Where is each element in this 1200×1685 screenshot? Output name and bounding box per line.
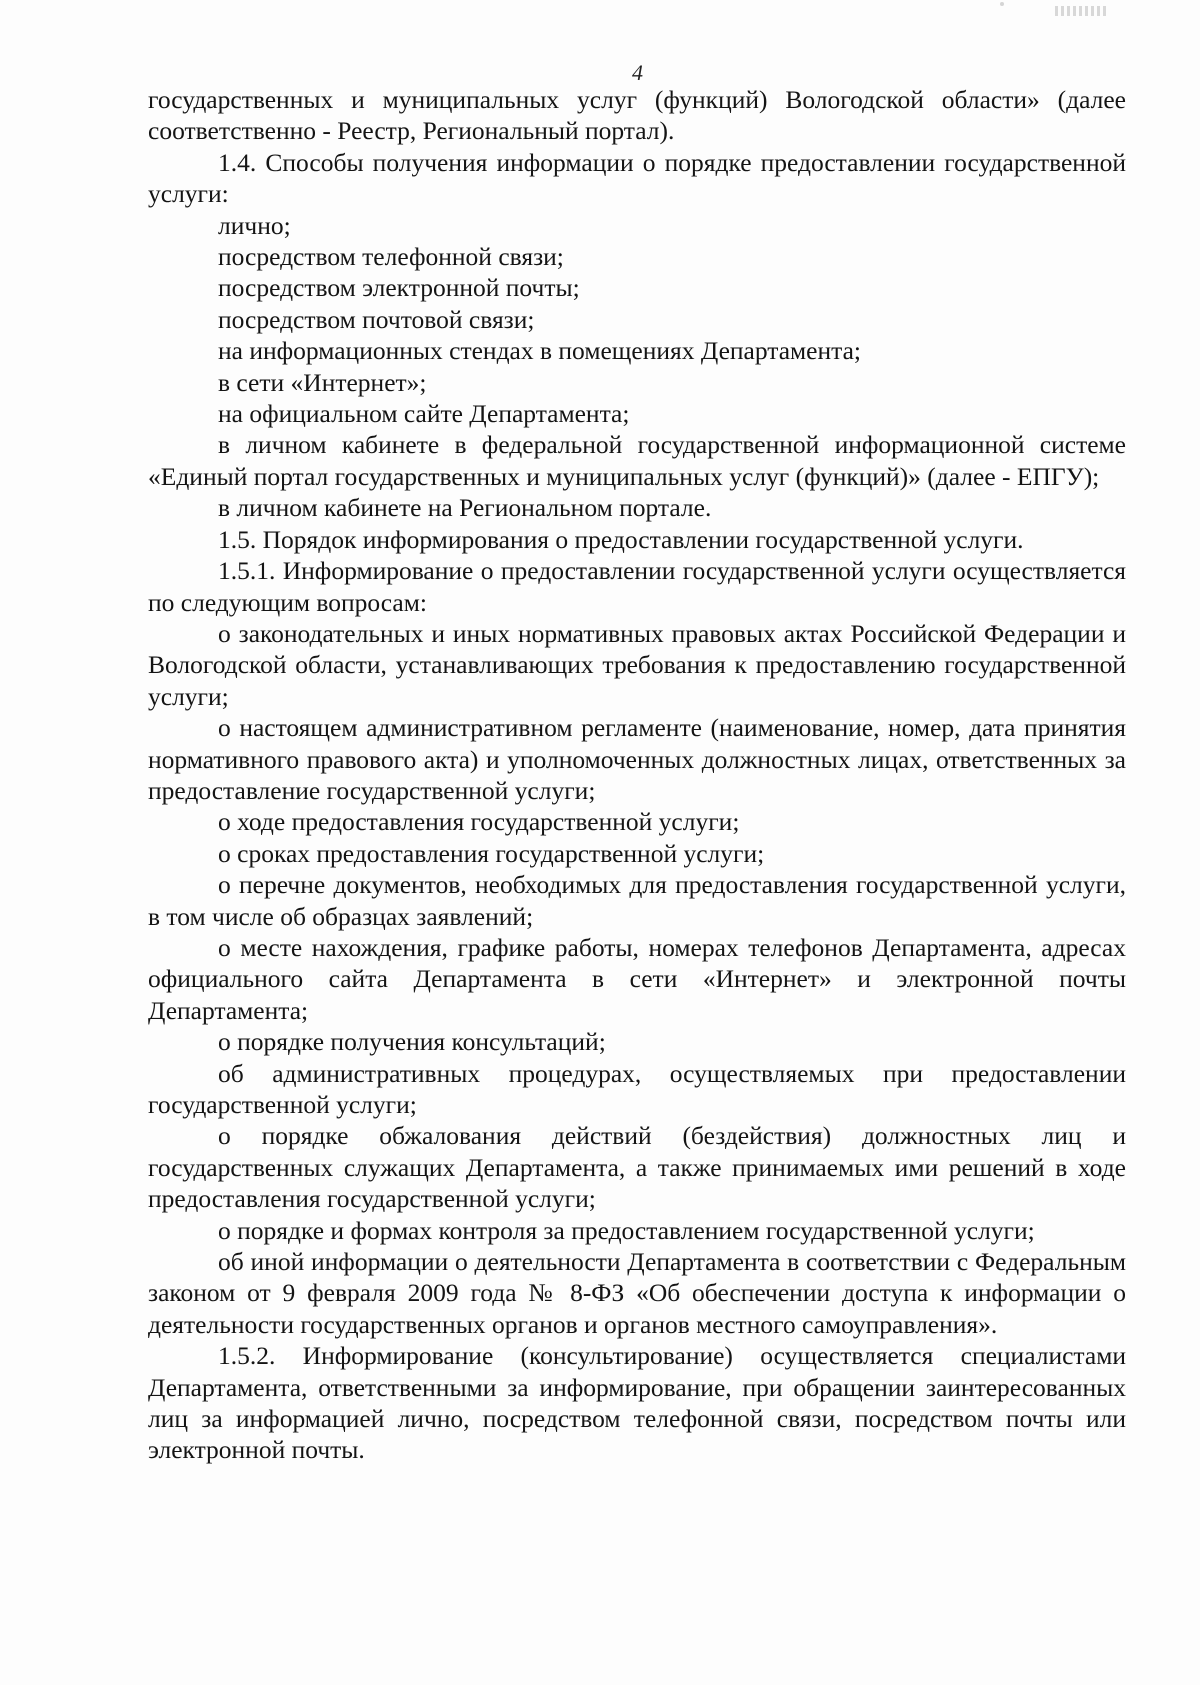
list-item: о настоящем административном регламенте (наименование, номер, дата принятия нормативного правового акта) и уполномоченных должностных лицах, ответственных за предоставление государственной услуги; xyxy=(148,713,1126,805)
paragraph-1-5-2: 1.5.2. Информирование (консультирование) осуществляется специалистами Департамента, ответственными за информирование, при обращении заинтересованных лиц за информацией лично, посредством телефонной связи, посредством почты или электронной почты. xyxy=(148,1341,1126,1465)
list-item: об иной информации о деятельности Департамента в соответствии с Федеральным законом от 9 февраля 2009 года № 8-ФЗ «Об обеспечении доступа к информации о деятельности государственных органов и органов местного самоуправления». xyxy=(148,1247,1126,1339)
list-item: в личном кабинете в федеральной государственной информационной системе «Единый портал государственных и муниципальных услуг (функций)» (далее - ЕПГУ); xyxy=(148,430,1126,491)
list-item: о порядке и формах контроля за предоставлением государственной услуги; xyxy=(218,1215,1035,1245)
list-item: о месте нахождения, графике работы, номерах телефонов Департамента, адресах официального сайта Департамента в сети «Интернет» и электронной почты Департамента; xyxy=(148,932,1126,1025)
paragraph-1-5: 1.5. Порядок информирования о предоставлении государственной услуги. xyxy=(218,524,1024,554)
paragraph-continuation: государственных и муниципальных услуг (функций) Вологодской области» (далее соответственно - Реестр, Региональный портал). xyxy=(148,85,1126,146)
list-item: о законодательных и иных нормативных правовых актах Российской Федерации и Вологодской области, устанавливающих требования к предоставлению государственной услуги; xyxy=(148,618,1126,711)
paragraph-1-4: 1.4. Способы получения информации о порядке предоставлении государственной услуги: xyxy=(148,147,1126,209)
list-item: об административных процедурах, осуществляемых при предоставлении государственной услуги; xyxy=(148,1058,1126,1119)
scan-artifact xyxy=(1055,6,1107,16)
list-item: посредством телефонной связи; xyxy=(218,242,564,272)
list-item: о перечне документов, необходимых для предоставления государственной услуги, в том числе об образцах заявлений; xyxy=(148,870,1126,931)
document-body xyxy=(148,84,1126,1466)
list-item: на информационных стендах в помещениях Департамента; xyxy=(218,336,862,366)
scan-artifact-dot xyxy=(1000,2,1004,6)
list-item: о ходе предоставления государственной услуги; xyxy=(218,807,740,837)
list-item: в сети «Интернет»; xyxy=(218,367,427,397)
list-item: лично; xyxy=(218,210,291,240)
list-item: посредством электронной почты; xyxy=(218,273,580,303)
paragraph-1-5-1: 1.5.1. Информирование о предоставлении государственной услуги осуществляется по следующим вопросам: xyxy=(148,556,1126,617)
list-item: посредством почтовой связи; xyxy=(218,304,535,334)
list-item: в личном кабинете на Региональном портале. xyxy=(218,493,712,523)
list-item: о порядке обжалования действий (бездействия) должностных лиц и государственных служащих Департамента, а также принимаемых ими решений в ходе предоставления государственной услуги; xyxy=(148,1121,1126,1214)
list-item: о порядке получения консультаций; xyxy=(218,1027,606,1057)
list-item: на официальном сайте Департамента; xyxy=(218,399,630,429)
page-number: 4 xyxy=(632,60,643,85)
list-item: о сроках предоставления государственной услуги; xyxy=(218,838,765,868)
